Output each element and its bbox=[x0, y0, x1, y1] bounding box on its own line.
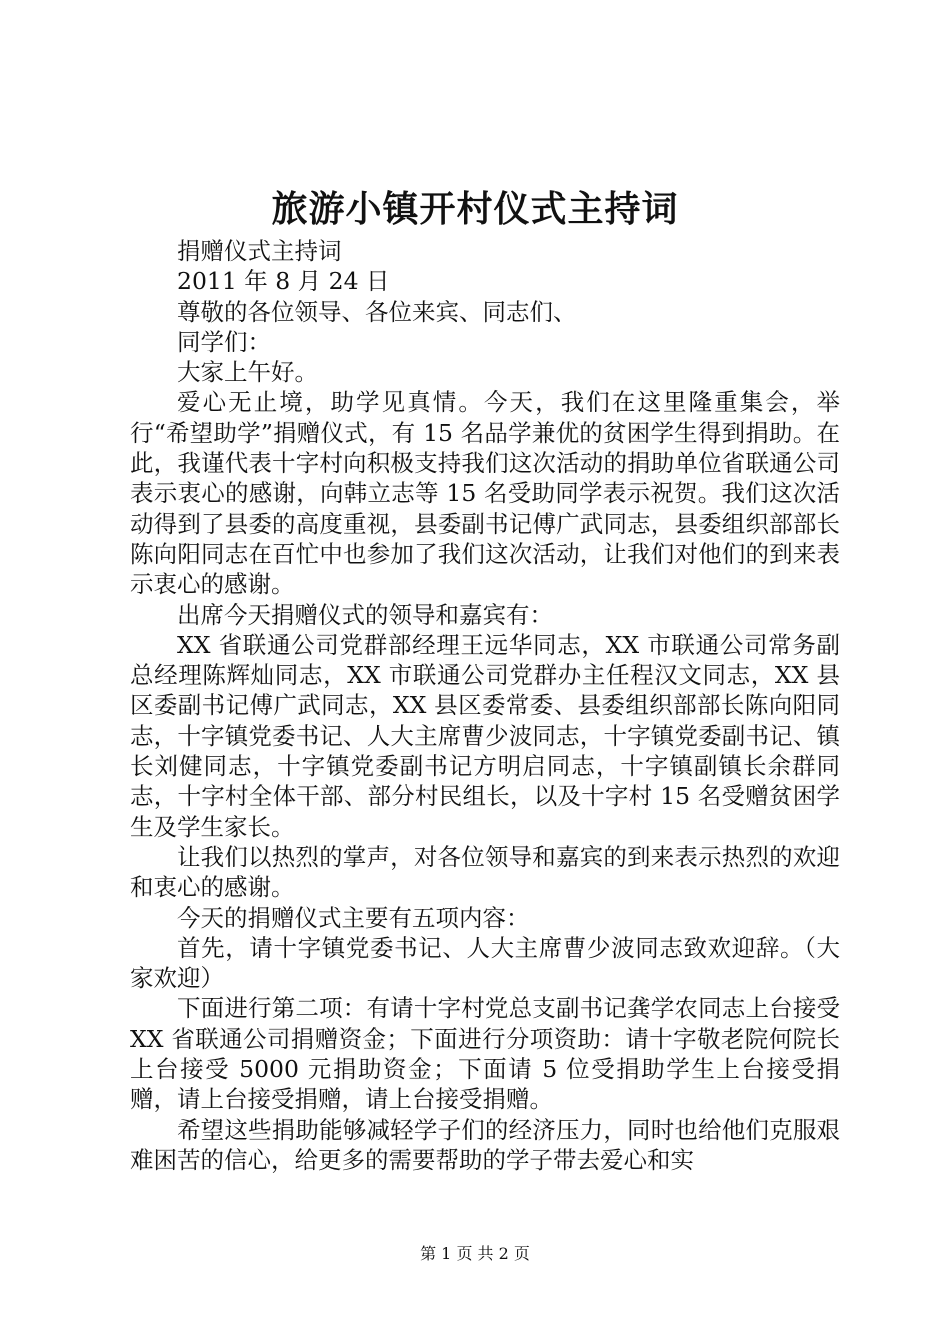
paragraph-guests-list: XX 省联通公司党群部经理王远华同志，XX 市联通公司常务副总经理陈辉灿同志，XX 市联通公司党群办主任程汉文同志，XX 县区委副书记傅广武同志，XX 县区委常委、县委组织部部长陈向阳同志，十字镇党委书记、人大主席曹少波同志，十字镇党委副书记、镇长刘健同志，十字镇党委副书记方明启同志，十字镇副镇长余群同志，十字村全体干部、部分村民组长，以及十字村 15 名受赠贫困学生及学生家长。 bbox=[130, 630, 840, 841]
paragraph-date: 2011 年 8 月 24 日 bbox=[177, 267, 390, 296]
paragraph-applause: 让我们以热烈的掌声，对各位领导和嘉宾的到来表示热烈的欢迎和衷心的感谢。 bbox=[130, 842, 840, 902]
paragraph-agenda-second: 下面进行第二项：有请十字村党总支副书记龚学农同志上台接受 XX 省联通公司捐赠资金；下面进行分项资助：请十字敬老院何院长上台接受 5000 元捐助资金；下面请 5 位受捐助学生上台接受捐赠，请上台接受捐赠，请上台接受捐赠。 bbox=[130, 994, 840, 1114]
paragraph-guests-intro: 出席今天捐赠仪式的领导和嘉宾有： bbox=[177, 600, 553, 629]
paragraph-heading: 捐赠仪式主持词 bbox=[177, 237, 342, 265]
paragraph-salutation: 尊敬的各位领导、各位来宾、同志们、 bbox=[177, 297, 577, 326]
document-title: 旅游小镇开村仪式主持词 bbox=[271, 188, 679, 230]
paragraph-agenda-intro: 今天的捐赠仪式主要有五项内容： bbox=[177, 903, 530, 932]
document-body bbox=[130, 236, 840, 1175]
paragraph-opening: 爱心无止境，助学见真情。今天，我们在这里隆重集会，举行“希望助学”捐赠仪式，有 15 名品学兼优的贫困学生得到捐助。在此，我谨代表十字村向积极支持我们这次活动的捐助单位省联通公司表示衷心的感谢，向韩立志等 15 名受助同学表示祝贺。我们这次活动得到了县委的高度重视，县委副书记傅广武同志，县委组织部部长陈向阳同志在百忙中也参加了我们这次活动，让我们对他们的到来表示衷心的感谢。 bbox=[130, 388, 840, 599]
paragraph-closing: 希望这些捐助能够减轻学子们的经济压力，同时也给他们克服艰难困苦的信心，给更多的需要帮助的学子带去爱心和实 bbox=[130, 1115, 840, 1174]
page-footer: 第 1 页 共 2 页 bbox=[420, 1244, 530, 1263]
paragraph-greeting: 大家上午好。 bbox=[177, 358, 318, 387]
paragraph-agenda-first: 首先，请十字镇党委书记、人大主席曹少波同志致欢迎辞。（大家欢迎） bbox=[130, 933, 840, 993]
paragraph-salutation-cont: 同学们： bbox=[177, 327, 271, 356]
